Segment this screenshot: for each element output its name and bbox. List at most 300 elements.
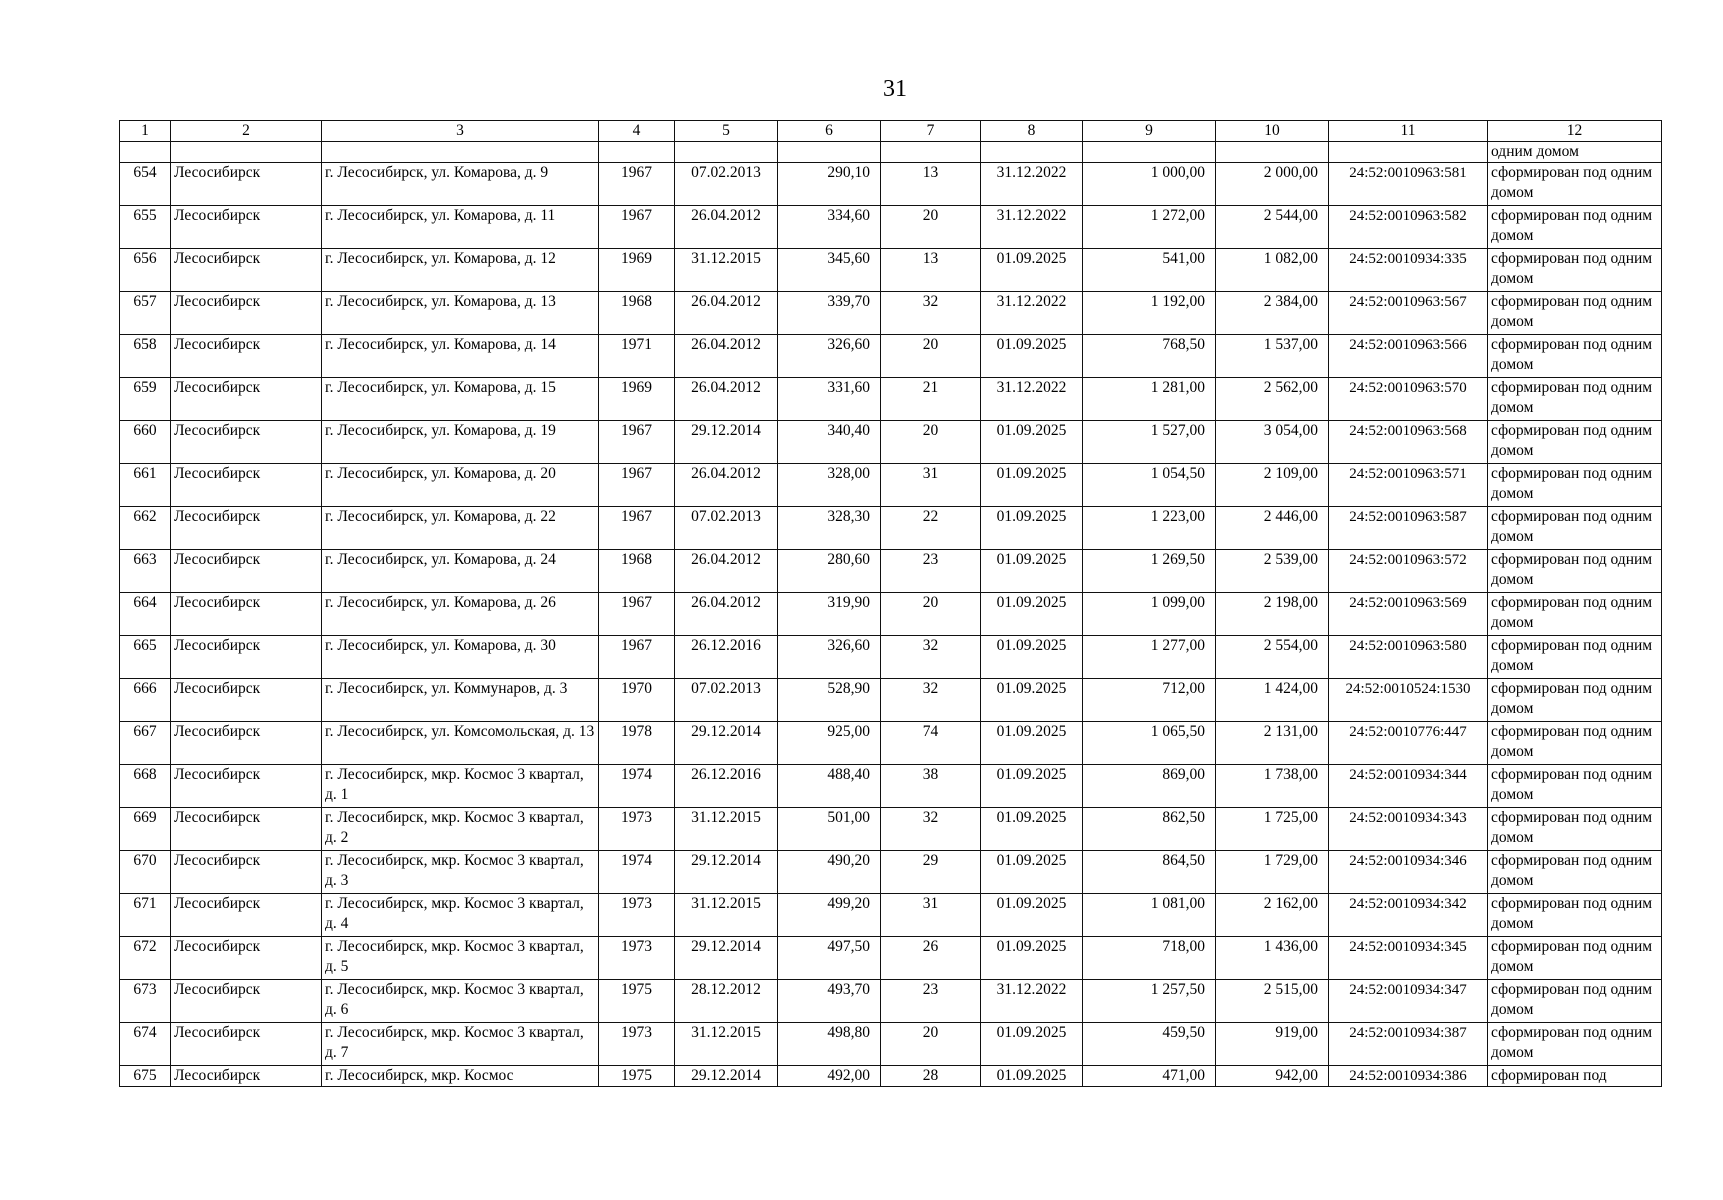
column-number: 10 (1216, 121, 1329, 142)
date-cell: 31.12.2015 (675, 894, 778, 937)
date-cell: 29.12.2014 (675, 421, 778, 464)
value-cell-10: 2 000,00 (1216, 163, 1329, 206)
date-cell: 29.12.2014 (675, 851, 778, 894)
empty-cell (981, 142, 1083, 163)
count-cell: 13 (881, 163, 981, 206)
housing-registry-table (119, 120, 1662, 1087)
area-cell: 497,50 (778, 937, 881, 980)
address-cell: г. Лесосибирск, мкр. Космос 3 квартал, д. 5 (322, 937, 599, 980)
row-number-cell: 668 (120, 765, 171, 808)
deadline-cell: 31.12.2022 (981, 292, 1083, 335)
row-number-cell: 656 (120, 249, 171, 292)
deadline-cell: 01.09.2025 (981, 550, 1083, 593)
row-number-cell: 658 (120, 335, 171, 378)
cadastral-number-cell: 24:52:0010963:587 (1329, 507, 1488, 550)
area-cell: 326,60 (778, 636, 881, 679)
year-cell: 1975 (599, 1066, 675, 1087)
value-cell-10: 2 539,00 (1216, 550, 1329, 593)
row-number-cell: 654 (120, 163, 171, 206)
row-number-cell: 675 (120, 1066, 171, 1087)
continuation-row (120, 142, 1662, 163)
table-row (120, 249, 1662, 292)
address-cell: г. Лесосибирск, ул. Комарова, д. 30 (322, 636, 599, 679)
date-cell: 31.12.2015 (675, 808, 778, 851)
deadline-cell: 01.09.2025 (981, 937, 1083, 980)
date-cell: 26.12.2016 (675, 636, 778, 679)
cadastral-number-cell: 24:52:0010963:580 (1329, 636, 1488, 679)
deadline-cell: 01.09.2025 (981, 464, 1083, 507)
column-number-row (120, 121, 1662, 142)
table-row (120, 851, 1662, 894)
table-row (120, 421, 1662, 464)
city-cell: Лесосибирск (171, 851, 322, 894)
table-body (120, 121, 1662, 1087)
note-cell: сформирован под одним домом (1488, 765, 1662, 808)
empty-cell (1329, 142, 1488, 163)
city-cell: Лесосибирск (171, 765, 322, 808)
note-cell: сформирован под одним домом (1488, 507, 1662, 550)
table-row (120, 550, 1662, 593)
year-cell: 1967 (599, 464, 675, 507)
value-cell-9: 1 269,50 (1083, 550, 1216, 593)
count-cell: 32 (881, 636, 981, 679)
address-cell: г. Лесосибирск, ул. Комарова, д. 24 (322, 550, 599, 593)
count-cell: 21 (881, 378, 981, 421)
count-cell: 32 (881, 292, 981, 335)
deadline-cell: 01.09.2025 (981, 808, 1083, 851)
value-cell-9: 541,00 (1083, 249, 1216, 292)
area-cell: 290,10 (778, 163, 881, 206)
count-cell: 38 (881, 765, 981, 808)
date-cell: 26.04.2012 (675, 292, 778, 335)
deadline-cell: 31.12.2022 (981, 378, 1083, 421)
cadastral-number-cell: 24:52:0010934:344 (1329, 765, 1488, 808)
year-cell: 1970 (599, 679, 675, 722)
year-cell: 1967 (599, 206, 675, 249)
note-cell: сформирован под одним домом (1488, 550, 1662, 593)
area-cell: 490,20 (778, 851, 881, 894)
table-row (120, 636, 1662, 679)
table-row (120, 163, 1662, 206)
year-cell: 1973 (599, 894, 675, 937)
date-cell: 31.12.2015 (675, 1023, 778, 1066)
table-row (120, 937, 1662, 980)
value-cell-10: 2 131,00 (1216, 722, 1329, 765)
address-cell: г. Лесосибирск, мкр. Космос 3 квартал, д. 4 (322, 894, 599, 937)
empty-cell (120, 142, 171, 163)
cadastral-number-cell: 24:52:0010963:567 (1329, 292, 1488, 335)
address-cell: г. Лесосибирск, мкр. Космос 3 квартал, д. 3 (322, 851, 599, 894)
year-cell: 1971 (599, 335, 675, 378)
date-cell: 26.12.2016 (675, 765, 778, 808)
count-cell: 29 (881, 851, 981, 894)
cadastral-number-cell: 24:52:0010963:582 (1329, 206, 1488, 249)
value-cell-10: 2 544,00 (1216, 206, 1329, 249)
year-cell: 1967 (599, 636, 675, 679)
note-cell: сформирован под одним домом (1488, 464, 1662, 507)
column-number: 4 (599, 121, 675, 142)
row-number-cell: 665 (120, 636, 171, 679)
value-cell-10: 942,00 (1216, 1066, 1329, 1087)
year-cell: 1973 (599, 1023, 675, 1066)
city-cell: Лесосибирск (171, 507, 322, 550)
value-cell-10: 2 198,00 (1216, 593, 1329, 636)
value-cell-9: 1 527,00 (1083, 421, 1216, 464)
table-row (120, 980, 1662, 1023)
value-cell-10: 2 446,00 (1216, 507, 1329, 550)
row-number-cell: 664 (120, 593, 171, 636)
year-cell: 1974 (599, 765, 675, 808)
area-cell: 280,60 (778, 550, 881, 593)
city-cell: Лесосибирск (171, 722, 322, 765)
date-cell: 26.04.2012 (675, 464, 778, 507)
year-cell: 1973 (599, 808, 675, 851)
count-cell: 26 (881, 937, 981, 980)
city-cell: Лесосибирск (171, 679, 322, 722)
city-cell: Лесосибирск (171, 163, 322, 206)
count-cell: 20 (881, 1023, 981, 1066)
row-number-cell: 667 (120, 722, 171, 765)
address-cell: г. Лесосибирск, ул. Комарова, д. 14 (322, 335, 599, 378)
date-cell: 26.04.2012 (675, 378, 778, 421)
count-cell: 20 (881, 421, 981, 464)
city-cell: Лесосибирск (171, 937, 322, 980)
column-number: 5 (675, 121, 778, 142)
date-cell: 07.02.2013 (675, 507, 778, 550)
note-cell: сформирован под одним домом (1488, 335, 1662, 378)
cadastral-number-cell: 24:52:0010934:342 (1329, 894, 1488, 937)
column-number: 7 (881, 121, 981, 142)
address-cell: г. Лесосибирск, ул. Комарова, д. 22 (322, 507, 599, 550)
year-cell: 1967 (599, 421, 675, 464)
empty-cell (881, 142, 981, 163)
count-cell: 20 (881, 206, 981, 249)
value-cell-10: 2 515,00 (1216, 980, 1329, 1023)
value-cell-9: 1 223,00 (1083, 507, 1216, 550)
value-cell-10: 1 082,00 (1216, 249, 1329, 292)
empty-cell (1083, 142, 1216, 163)
empty-cell (1216, 142, 1329, 163)
value-cell-9: 862,50 (1083, 808, 1216, 851)
cadastral-number-cell: 24:52:0010934:345 (1329, 937, 1488, 980)
count-cell: 31 (881, 894, 981, 937)
deadline-cell: 31.12.2022 (981, 980, 1083, 1023)
note-cell: сформирован под (1488, 1066, 1662, 1087)
value-cell-10: 2 384,00 (1216, 292, 1329, 335)
empty-cell (322, 142, 599, 163)
date-cell: 28.12.2012 (675, 980, 778, 1023)
note-cell: сформирован под одним домом (1488, 894, 1662, 937)
note-cell: сформирован под одним домом (1488, 206, 1662, 249)
year-cell: 1975 (599, 980, 675, 1023)
column-number: 12 (1488, 121, 1662, 142)
value-cell-9: 869,00 (1083, 765, 1216, 808)
date-cell: 26.04.2012 (675, 335, 778, 378)
cadastral-number-cell: 24:52:0010934:387 (1329, 1023, 1488, 1066)
value-cell-10: 2 162,00 (1216, 894, 1329, 937)
date-cell: 07.02.2013 (675, 679, 778, 722)
note-cell: сформирован под одним домом (1488, 808, 1662, 851)
area-cell: 319,90 (778, 593, 881, 636)
city-cell: Лесосибирск (171, 636, 322, 679)
count-cell: 31 (881, 464, 981, 507)
city-cell: Лесосибирск (171, 808, 322, 851)
value-cell-9: 768,50 (1083, 335, 1216, 378)
count-cell: 32 (881, 808, 981, 851)
area-cell: 488,40 (778, 765, 881, 808)
cadastral-number-cell: 24:52:0010963:566 (1329, 335, 1488, 378)
row-number-cell: 657 (120, 292, 171, 335)
area-cell: 328,30 (778, 507, 881, 550)
year-cell: 1973 (599, 937, 675, 980)
deadline-cell: 01.09.2025 (981, 249, 1083, 292)
cadastral-number-cell: 24:52:0010934:343 (1329, 808, 1488, 851)
area-cell: 331,60 (778, 378, 881, 421)
value-cell-9: 471,00 (1083, 1066, 1216, 1087)
count-cell: 23 (881, 550, 981, 593)
empty-cell (171, 142, 322, 163)
empty-cell (778, 142, 881, 163)
table-row (120, 808, 1662, 851)
table-row (120, 765, 1662, 808)
value-cell-9: 1 272,00 (1083, 206, 1216, 249)
year-cell: 1967 (599, 593, 675, 636)
cadastral-number-cell: 24:52:0010963:568 (1329, 421, 1488, 464)
deadline-cell: 01.09.2025 (981, 636, 1083, 679)
deadline-cell: 01.09.2025 (981, 894, 1083, 937)
address-cell: г. Лесосибирск, ул. Комарова, д. 15 (322, 378, 599, 421)
area-cell: 345,60 (778, 249, 881, 292)
value-cell-9: 712,00 (1083, 679, 1216, 722)
page-number: 31 (883, 76, 907, 102)
note-cell: сформирован под одним домом (1488, 980, 1662, 1023)
row-number-cell: 659 (120, 378, 171, 421)
column-number: 3 (322, 121, 599, 142)
table-row (120, 679, 1662, 722)
cadastral-number-cell: 24:52:0010963:572 (1329, 550, 1488, 593)
value-cell-9: 1 054,50 (1083, 464, 1216, 507)
deadline-cell: 01.09.2025 (981, 1066, 1083, 1087)
city-cell: Лесосибирск (171, 1023, 322, 1066)
year-cell: 1967 (599, 163, 675, 206)
note-cell: сформирован под одним домом (1488, 1023, 1662, 1066)
deadline-cell: 01.09.2025 (981, 1023, 1083, 1066)
table-row (120, 1066, 1662, 1087)
city-cell: Лесосибирск (171, 894, 322, 937)
count-cell: 20 (881, 593, 981, 636)
table-row (120, 507, 1662, 550)
row-number-cell: 661 (120, 464, 171, 507)
address-cell: г. Лесосибирск, ул. Комарова, д. 9 (322, 163, 599, 206)
deadline-cell: 01.09.2025 (981, 421, 1083, 464)
area-cell: 925,00 (778, 722, 881, 765)
area-cell: 499,20 (778, 894, 881, 937)
count-cell: 74 (881, 722, 981, 765)
deadline-cell: 01.09.2025 (981, 679, 1083, 722)
value-cell-10: 3 054,00 (1216, 421, 1329, 464)
note-cell: сформирован под одним домом (1488, 378, 1662, 421)
deadline-cell: 31.12.2022 (981, 163, 1083, 206)
value-cell-10: 919,00 (1216, 1023, 1329, 1066)
value-cell-9: 1 281,00 (1083, 378, 1216, 421)
address-cell: г. Лесосибирск, ул. Комарова, д. 11 (322, 206, 599, 249)
city-cell: Лесосибирск (171, 335, 322, 378)
year-cell: 1978 (599, 722, 675, 765)
count-cell: 22 (881, 507, 981, 550)
cadastral-number-cell: 24:52:0010934:347 (1329, 980, 1488, 1023)
cadastral-number-cell: 24:52:0010934:386 (1329, 1066, 1488, 1087)
value-cell-10: 1 738,00 (1216, 765, 1329, 808)
city-cell: Лесосибирск (171, 550, 322, 593)
value-cell-9: 1 099,00 (1083, 593, 1216, 636)
city-cell: Лесосибирск (171, 292, 322, 335)
deadline-cell: 01.09.2025 (981, 765, 1083, 808)
table-row (120, 894, 1662, 937)
area-cell: 328,00 (778, 464, 881, 507)
value-cell-10: 2 109,00 (1216, 464, 1329, 507)
city-cell: Лесосибирск (171, 1066, 322, 1087)
address-cell: г. Лесосибирск, мкр. Космос 3 квартал, д. 2 (322, 808, 599, 851)
value-cell-9: 459,50 (1083, 1023, 1216, 1066)
table-row (120, 722, 1662, 765)
year-cell: 1968 (599, 292, 675, 335)
area-cell: 498,80 (778, 1023, 881, 1066)
row-number-cell: 670 (120, 851, 171, 894)
deadline-cell: 01.09.2025 (981, 722, 1083, 765)
empty-cell (675, 142, 778, 163)
deadline-cell: 01.09.2025 (981, 507, 1083, 550)
deadline-cell: 01.09.2025 (981, 593, 1083, 636)
table-row (120, 593, 1662, 636)
year-cell: 1968 (599, 550, 675, 593)
value-cell-10: 2 554,00 (1216, 636, 1329, 679)
address-cell: г. Лесосибирск, ул. Комарова, д. 26 (322, 593, 599, 636)
date-cell: 07.02.2013 (675, 163, 778, 206)
address-cell: г. Лесосибирск, мкр. Космос 3 квартал, д. 7 (322, 1023, 599, 1066)
year-cell: 1969 (599, 378, 675, 421)
area-cell: 493,70 (778, 980, 881, 1023)
value-cell-10: 1 436,00 (1216, 937, 1329, 980)
note-cell: сформирован под одним домом (1488, 851, 1662, 894)
area-cell: 334,60 (778, 206, 881, 249)
table-row (120, 1023, 1662, 1066)
row-number-cell: 660 (120, 421, 171, 464)
row-number-cell: 655 (120, 206, 171, 249)
cadastral-number-cell: 24:52:0010963:569 (1329, 593, 1488, 636)
area-cell: 339,70 (778, 292, 881, 335)
row-number-cell: 663 (120, 550, 171, 593)
date-cell: 29.12.2014 (675, 937, 778, 980)
address-cell: г. Лесосибирск, ул. Коммунаров, д. 3 (322, 679, 599, 722)
note-cell: сформирован под одним домом (1488, 679, 1662, 722)
date-cell: 26.04.2012 (675, 550, 778, 593)
address-cell: г. Лесосибирск, ул. Комарова, д. 20 (322, 464, 599, 507)
area-cell: 528,90 (778, 679, 881, 722)
city-cell: Лесосибирск (171, 421, 322, 464)
column-number: 6 (778, 121, 881, 142)
city-cell: Лесосибирск (171, 593, 322, 636)
cadastral-number-cell: 24:52:0010524:1530 (1329, 679, 1488, 722)
deadline-cell: 31.12.2022 (981, 206, 1083, 249)
note-cell: сформирован под одним домом (1488, 249, 1662, 292)
count-cell: 20 (881, 335, 981, 378)
cadastral-number-cell: 24:52:0010776:447 (1329, 722, 1488, 765)
note-cell: сформирован под одним домом (1488, 937, 1662, 980)
row-number-cell: 674 (120, 1023, 171, 1066)
row-number-cell: 669 (120, 808, 171, 851)
count-cell: 32 (881, 679, 981, 722)
row-number-cell: 673 (120, 980, 171, 1023)
column-number: 11 (1329, 121, 1488, 142)
row-number-cell: 671 (120, 894, 171, 937)
address-cell: г. Лесосибирск, мкр. Космос 3 квартал, д. 1 (322, 765, 599, 808)
cadastral-number-cell: 24:52:0010934:346 (1329, 851, 1488, 894)
count-cell: 28 (881, 1066, 981, 1087)
value-cell-10: 1 725,00 (1216, 808, 1329, 851)
table-row (120, 464, 1662, 507)
value-cell-9: 718,00 (1083, 937, 1216, 980)
address-cell: г. Лесосибирск, ул. Комарова, д. 13 (322, 292, 599, 335)
row-number-cell: 672 (120, 937, 171, 980)
date-cell: 31.12.2015 (675, 249, 778, 292)
empty-cell (599, 142, 675, 163)
note-cell: одним домом (1488, 142, 1662, 163)
city-cell: Лесосибирск (171, 980, 322, 1023)
value-cell-9: 1 081,00 (1083, 894, 1216, 937)
area-cell: 340,40 (778, 421, 881, 464)
note-cell: сформирован под одним домом (1488, 421, 1662, 464)
count-cell: 23 (881, 980, 981, 1023)
date-cell: 26.04.2012 (675, 206, 778, 249)
value-cell-10: 1 424,00 (1216, 679, 1329, 722)
value-cell-9: 1 000,00 (1083, 163, 1216, 206)
year-cell: 1974 (599, 851, 675, 894)
area-cell: 326,60 (778, 335, 881, 378)
city-cell: Лесосибирск (171, 378, 322, 421)
address-cell: г. Лесосибирск, мкр. Космос (322, 1066, 599, 1087)
count-cell: 13 (881, 249, 981, 292)
cadastral-number-cell: 24:52:0010963:571 (1329, 464, 1488, 507)
cadastral-number-cell: 24:52:0010963:581 (1329, 163, 1488, 206)
row-number-cell: 666 (120, 679, 171, 722)
column-number: 2 (171, 121, 322, 142)
table-row (120, 206, 1662, 249)
table-row (120, 378, 1662, 421)
table-row (120, 335, 1662, 378)
city-cell: Лесосибирск (171, 464, 322, 507)
value-cell-10: 2 562,00 (1216, 378, 1329, 421)
cadastral-number-cell: 24:52:0010963:570 (1329, 378, 1488, 421)
value-cell-9: 1 277,00 (1083, 636, 1216, 679)
address-cell: г. Лесосибирск, ул. Комсомольская, д. 13 (322, 722, 599, 765)
date-cell: 26.04.2012 (675, 593, 778, 636)
deadline-cell: 01.09.2025 (981, 335, 1083, 378)
note-cell: сформирован под одним домом (1488, 593, 1662, 636)
column-number: 1 (120, 121, 171, 142)
city-cell: Лесосибирск (171, 206, 322, 249)
address-cell: г. Лесосибирск, ул. Комарова, д. 19 (322, 421, 599, 464)
city-cell: Лесосибирск (171, 249, 322, 292)
date-cell: 29.12.2014 (675, 1066, 778, 1087)
value-cell-9: 1 257,50 (1083, 980, 1216, 1023)
area-cell: 501,00 (778, 808, 881, 851)
address-cell: г. Лесосибирск, мкр. Космос 3 квартал, д. 6 (322, 980, 599, 1023)
date-cell: 29.12.2014 (675, 722, 778, 765)
column-number: 9 (1083, 121, 1216, 142)
row-number-cell: 662 (120, 507, 171, 550)
column-number: 8 (981, 121, 1083, 142)
value-cell-10: 1 537,00 (1216, 335, 1329, 378)
